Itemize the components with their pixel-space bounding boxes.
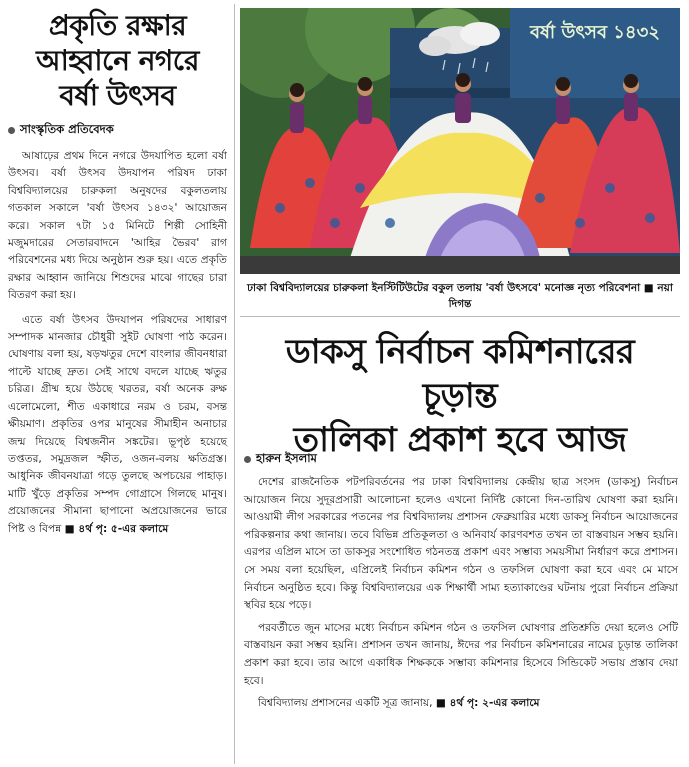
left-continuation[interactable]: ■ ৪র্থ পৃ: ৫-এর কলামে xyxy=(64,522,169,535)
bullet-icon xyxy=(244,456,251,463)
section-divider xyxy=(240,316,680,317)
right-continuation-text: ৪র্থ পৃ: ২-এর কলামে xyxy=(449,697,540,710)
right-paragraph-2: পরবর্তীতে জুন মাসের মধ্যে নির্বাচন কমিশন গঠন ও তফসিল ঘোষণার প্রতিশ্রুতি দেয়া হলেও সেটি বাস্তবায়ন করা সম্ভব হয়নি। প্রশাসন তখন জানায়, ঈদের পর নির্বাচন কমিশনারের নামের চূড়ান্ত তালিকা প্রকাশ করা হবে। তার আগে একাধিক শিক্ষককে সম্ভাব্য কমিশনার হিসেবে সিন্ডিকেট সভায় প্রস্তাব দেয়া হবে। xyxy=(244,621,678,687)
dance-photo-illustration xyxy=(240,8,680,274)
right-paragraph-3-text: বিশ্ববিদ্যালয় প্রশাসনের একটি সূত্র জানায়, xyxy=(258,697,433,710)
left-byline-text: সাংস্কৃতিক প্রতিবেদক xyxy=(20,122,114,136)
right-byline-text: হারুন ইসলাম xyxy=(256,451,317,465)
left-article xyxy=(0,0,233,767)
left-headline xyxy=(8,8,227,113)
article-photo xyxy=(240,8,680,274)
banner-text: বর্ষা উৎসব ১৪৩২ xyxy=(529,22,661,43)
right-byline xyxy=(244,450,317,469)
left-paragraph-2 xyxy=(8,312,227,538)
left-byline xyxy=(8,121,227,140)
photo-caption: ঢাকা বিশ্ববিদ্যালয়ের চারুকলা ইনস্টিটিউটের বকুল তলায় 'বর্ষা উৎসবে' মনোজ্ঞ নৃত্য পরিবেশনা ■ নয়া দিগন্ত xyxy=(247,282,673,310)
left-continuation-text: ৪র্থ পৃ: ৫-এর কলামে xyxy=(78,522,169,535)
caption-text: ঢাকা বিশ্ববিদ্যালয়ের চারুকলা ইনস্টিটিউটের বকুল তলায় 'বর্ষা উৎসবে' মনোজ্ঞ নৃত্য পরিবেশনা xyxy=(247,282,641,294)
left-body xyxy=(8,148,227,538)
right-headline-line-2: তালিকা প্রকাশ হবে আজ xyxy=(293,420,627,460)
right-headline xyxy=(244,330,676,462)
right-headline-line-1: ডাকসু নির্বাচন কমিশনারের চূড়ান্ত xyxy=(285,332,635,416)
left-headline-line-3: বর্ষা উৎসব xyxy=(59,79,176,112)
left-headline-line-2: আহ্বানে নগরে xyxy=(36,44,199,77)
column-divider xyxy=(234,4,235,764)
left-paragraph-2-text: এতে বর্ষা উৎসব উদযাপন পরিষদের সাধারণ সম্পাদক মানজার চৌধুরী সুইট ঘোষণা পাঠ করেন। ঘোষণায় বলা হয়, ষড়ঋতুর দেশে বাংলার জীবনধারা পাল্টে যাচ্ছে দ্রুত। সেই সাথে বদলে যাচ্ছে ঋতুর চরিত্র। গ্রীষ্ম হয়ে উঠছে খরতর, বর্ষা অনেক রুক্ষ এলোমেলো, শীত একাধারে নরম ও চরম, বসন্ত ক্ষীয়মাণ। প্রকৃতির ওপর মানুষের সীমাহীন অনাচার জন্ম দিয়েছে বিশ্বজনীন সঙ্কটের। ভূপৃষ্ঠ হয়েছে তপ্ততর, সমুদ্রজল স্ফীত, ওজন-বলয় ক্ষতিগ্রস্ত। আধুনিক জীবনযাত্রা গড়ে তুলছে অপচয়ের পাহাড়। মাটি খুঁড়ে প্রকৃতির সম্পদ গোগ্রাসে গিলছে মানুষ। প্রয়োজনের সীমানা ছাপানো অপ্রয়োজনের ভারে পিষ্ট ও বিপন্ন xyxy=(8,313,227,535)
left-paragraph-1: আষাঢ়ের প্রথম দিনে নগরে উদযাপিত হলো বর্ষা উৎসব। বর্ষা উৎসব উদযাপন পরিষদ ঢাকা বিশ্ববিদ্যালয়ের চারুকলা অনুষদের বকুলতলায় গতকাল সকালে 'বর্ষা উৎসব ১৪৩২' আয়োজন করে। সকাল ৭টা ১৫ মিনিটে শিল্পী সোহিনী মজুমদারের সেতারবাদনে 'আহির ভৈরব' রাগ পরিবেশনের মধ্য দিয়ে অনুষ্ঠান শুরু হয়। এতে প্রকৃতি রক্ষার আহ্বান জানিয়ে শিশুদের মাঝে গাছের চারা বিতরণ করা হয়। xyxy=(8,150,227,302)
right-body xyxy=(244,474,678,713)
left-headline-line-1: প্রকৃতি রক্ষার xyxy=(48,9,187,42)
right-paragraph-1: দেশের রাজনৈতিক পটপরিবর্তনের পর ঢাকা বিশ্ববিদ্যালয় কেন্দ্রীয় ছাত্র সংসদ (ডাকসু) নির্বাচন আয়োজন নিয়ে সুদূরপ্রসারী আলোচনা হলেও এখনো নির্দিষ্ট কোনো দিন-তারিখ ঘোষণা করা হয়নি। আওয়ামী লীগ সরকারের পতনের পর বিশ্ববিদ্যালয় প্রশাসন ফেব্রুয়ারির মধ্যে ডাকসু নির্বাচন আয়োজনের পরিকল্পনার কথা জানায়। তবে বিভিন্ন প্রতিকূলতা ও অনিবার্য কারণবশত তখন তা বাস্তবায়ন সম্ভব হয়নি। এরপর এপ্রিল মাসে তা ডাকসুর সংশোধিত গঠনতন্ত্র প্রকাশ এবং সম্ভাব্য সময়সীমা নির্ধারণ করে প্রশাসন। সে সময় বলা হয়েছিল, এপ্রিলেই নির্বাচন কমিশন গঠন ও তফসিল ঘোষণা করা হবে এবং মে মাসে নির্বাচন অনুষ্ঠিত হবে। কিন্তু বিশ্ববিদ্যালয়ের এক শিক্ষার্থী সাম্য হত্যাকাণ্ডের ঘটনায় পুরো নির্বাচন প্রক্রিয়া স্থবির হয়ে পড়ে। xyxy=(244,476,678,612)
bullet-icon xyxy=(8,127,15,134)
right-continuation[interactable]: ■ ৪র্থ পৃ: ২-এর কলামে xyxy=(435,697,540,710)
right-paragraph-3 xyxy=(244,695,678,713)
caption-source: নয়া দিগন্ত xyxy=(448,282,673,310)
